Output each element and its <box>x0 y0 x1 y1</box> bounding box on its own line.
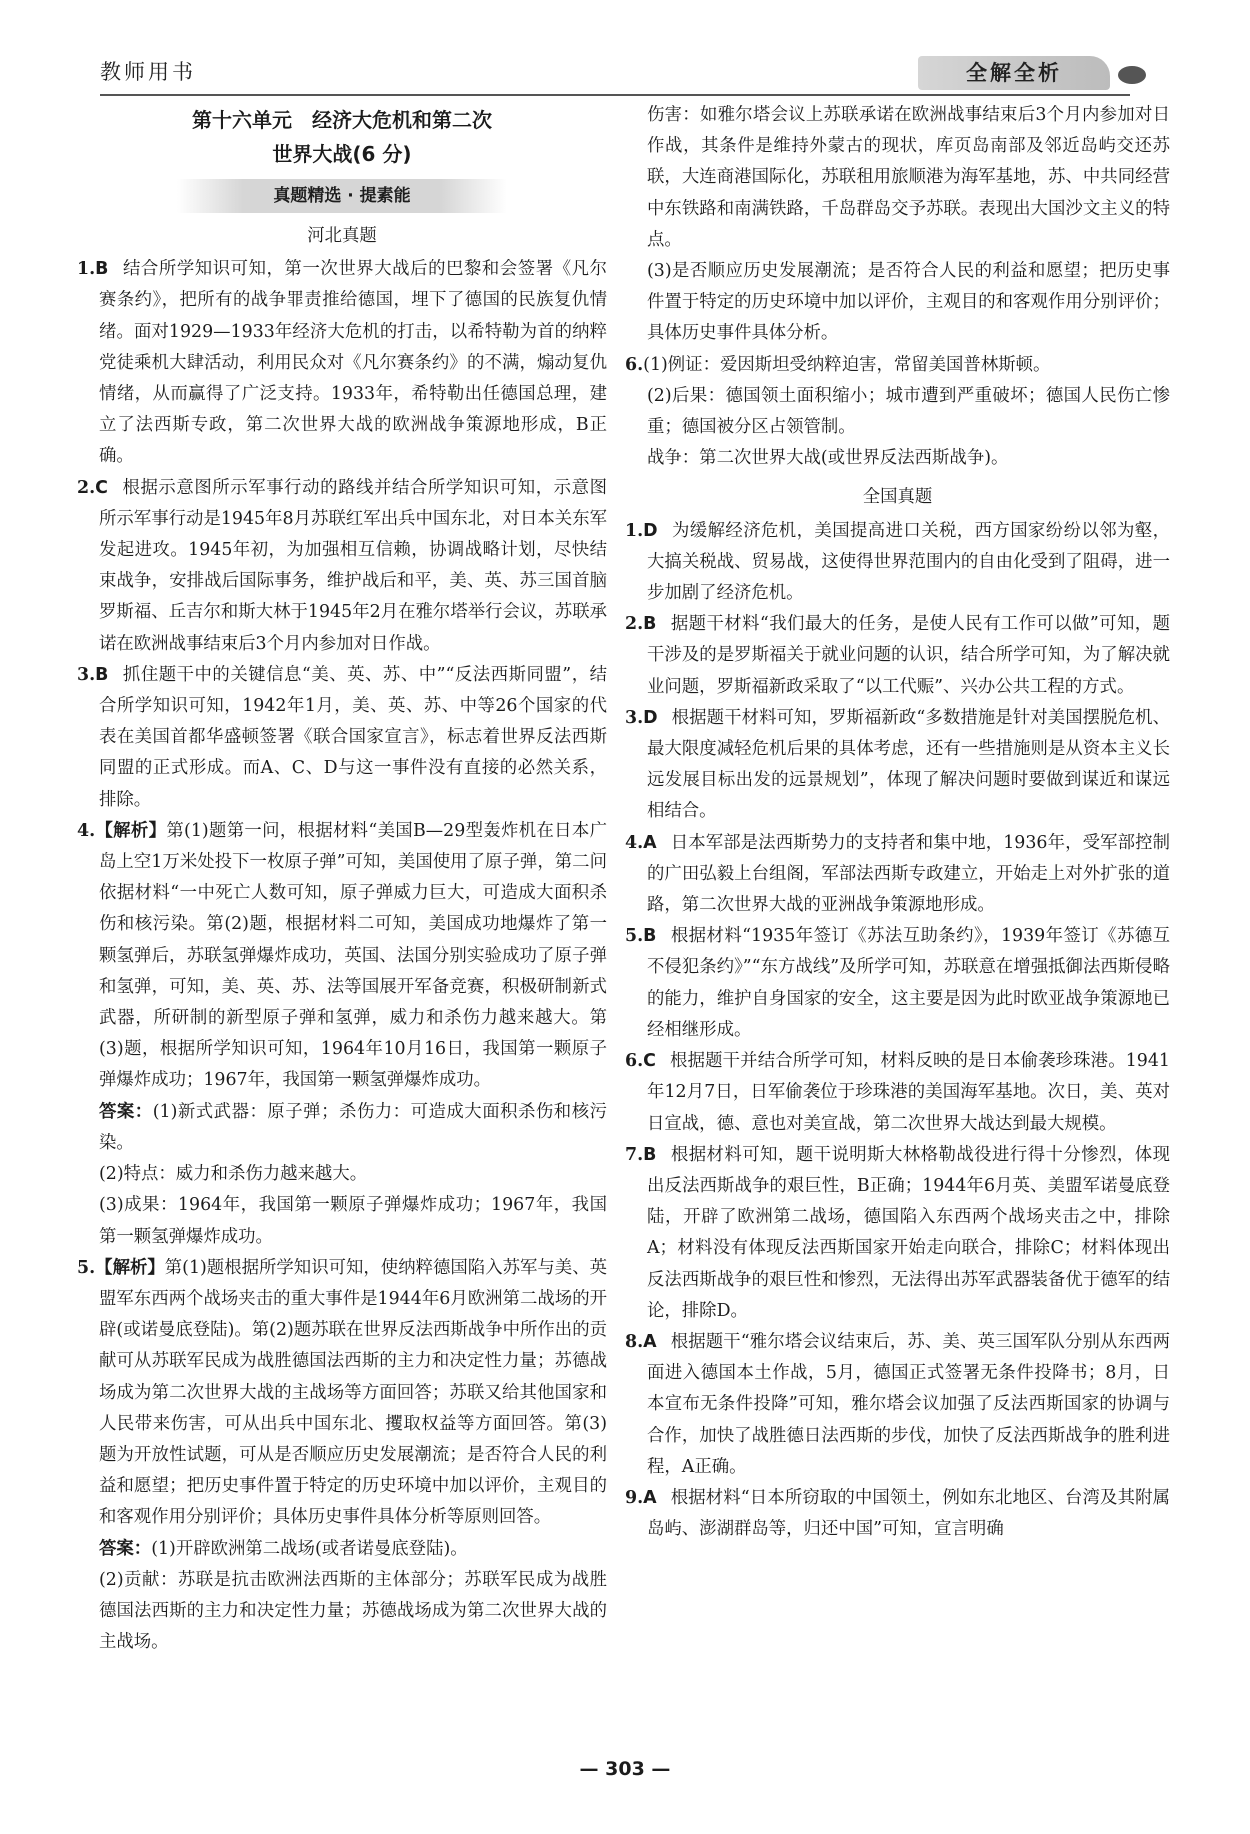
q6-line1: (1)例证：爱因斯坦受纳粹迫害，常留美国普林斯顿。 <box>643 354 1051 375</box>
question-number: 2. <box>625 614 644 635</box>
hebei-q5 <box>77 1253 607 1534</box>
answer-letter: B <box>95 664 109 685</box>
national-q9 <box>625 1483 1170 1545</box>
question-number: 3. <box>77 664 96 685</box>
question-explanation: 根据题干“雅尔塔会议结束后，苏、美、英三国军队分别从东西两面进入德国本土作战，5月，德国正式签署无条件投降书；8月，日本宣布无条件投降”可知，雅尔塔会议加强了反法西斯国家的协调与合作，加快了战胜德日法西斯的步伐，加快了反法西斯战争的胜利进程，A正确。 <box>647 1331 1170 1477</box>
question-number: 1. <box>77 259 96 280</box>
question-explanation: 根据题干材料可知，罗斯福新政“多数措施是针对美国摆脱危机、最大限度减轻危机后果的具体考虑，还有一些措施则是从资本主义长远发展目标出发的远景规划”，体现了解决问题时要做到谋近和谋远相结合。 <box>647 707 1170 822</box>
question-number: 7. <box>625 1144 644 1165</box>
q5-answer-line4: (3)是否顺应历史发展潮流；是否符合人民的利益和愿望；把历史事件置于特定的历史环境中加以评价，主观目的和客观作用分别评价；具体历史事件具体分析。 <box>647 261 1170 344</box>
national-q4 <box>625 828 1170 922</box>
section-band: 真题精选 · 提素能 <box>177 179 507 213</box>
question-explanation: 根据材料“日本所窃取的中国领土，例如东北地区、台湾及其附属岛屿、澎湖群岛等，归还中国”可知，宣言明确 <box>647 1487 1170 1540</box>
question-number: 3. <box>625 707 644 728</box>
q6-line2: (2)后果：德国领土面积缩小；城市遭到严重破坏；德国人民伤亡惨重；德国被分区占领管制。 <box>647 385 1170 438</box>
hebei-q2 <box>77 473 607 660</box>
q6-line3: 战争：第二次世界大战(或世界反法西斯战争)。 <box>647 448 1009 469</box>
hebei-q1 <box>77 254 607 472</box>
q4-answer-line1 <box>77 1097 607 1159</box>
hebei-q6 <box>625 350 1170 381</box>
header-book-label: 教师用书 <box>100 60 196 84</box>
question-number: 4. <box>77 820 96 841</box>
question-number: 8. <box>625 1331 644 1352</box>
question-explanation: 日本军部是法西斯势力的支持者和集中地，1936年，受军部控制的广田弘毅上台组阁，军部法西斯专政建立，开始走上对外扩张的道路，第二次世界大战的亚洲战争策源地形成。 <box>647 832 1170 916</box>
unit-title-line2: 世界大战(6 分) <box>272 142 412 166</box>
answer-letter: B <box>643 926 657 947</box>
question-explanation: 根据材料“1935年签订《苏法互助条约》，1939年签订《苏德互不侵犯条约》”“东方战线”及所学可知，苏联意在增强抵御法西斯侵略的能力，维护自身国家的安全，这主要是因为此时欧亚战争策源地已经相继形成。 <box>647 926 1170 1040</box>
hebei-q3 <box>77 660 607 816</box>
question-explanation: 根据题干并结合所学可知，材料反映的是日本偷袭珍珠港。1941年12月7日，日军偷袭位于珍珠港的美国海军基地。次日，美、英对日宣战，德、意也对美宣战，第二次世界大战达到最大规模。 <box>647 1051 1170 1134</box>
answer-text: (1)开辟欧洲第二战场(或者诺曼底登陆)。 <box>151 1538 468 1559</box>
question-explanation: 第(1)题根据所学知识可知，使纳粹德国陷入苏军与美、英盟军东西两个战场夹击的重大事件是1944年6月欧洲第二战场的开辟(或诺曼底登陆)。第(2)题苏联在世界反法西斯战争中所作出的贡献可从苏联军民成为战胜德国法西斯的主力和决定性力量；苏德战场成为第二次世界大战的主战场等方面回答；苏联又给其他国家和人民带来伤害，可从出兵中国东北、攫取权益等方面回答。第(3)题为开放性试题，可从是否顺应历史发展潮流；是否符合人民的利益和愿望；把历史事件置于特定的历史环境中加以评价，主观目的和客观作用分别评价；具体历史事件具体分析等原则回答。 <box>99 1257 607 1528</box>
question-number: 5. <box>77 1257 96 1278</box>
question-explanation: 为缓解经济危机，美国提高进口关税，西方国家纷纷以邻为壑，大搞关税战、贸易战，这使得世界范围内的自由化受到了阻碍，进一步加剧了经济危机。 <box>647 520 1170 604</box>
page-number: — 303 — <box>579 1758 671 1780</box>
q5-answer-line2: (2)贡献：苏联是抗击欧洲法西斯的主体部分；苏联军民成为战胜德国法西斯的主力和决定性力量；苏德战场成为第二次世界大战的主战场。 <box>99 1569 607 1653</box>
national-q2 <box>625 609 1170 703</box>
answer-letter: B <box>95 259 109 280</box>
unit-title-line1: 第十六单元 经济大危机和第二次 <box>192 108 492 132</box>
question-number: 6. <box>625 1051 644 1072</box>
national-q6 <box>625 1046 1170 1140</box>
q4-answer-line2: (2)特点：威力和杀伤力越来越大。 <box>99 1164 368 1185</box>
q4-answer-line3: (3)成果：1964年，我国第一颗原子弹爆炸成功；1967年，我国第一颗氢弹爆炸成功。 <box>99 1195 607 1247</box>
answer-letter: B <box>643 1144 657 1165</box>
question-explanation: 第(1)题第一问，根据材料“美国B—29型轰炸机在日本广岛上空1万米处投下一枚原子弹”可知，美国使用了原子弹，第二问依据材料“一中死亡人数可知，原子弹威力巨大，可造成大面积杀伤和核污染。第(2)题，根据材料二可知，美国成功地爆炸了第一颗氢弹后，苏联氢弹爆炸成功，英国、法国分别实验成功了原子弹和氢弹，可知，美、英、苏、法等国展开军备竞赛，积极研制新式武器，所研制的新型原子弹和氢弹，威力和杀伤力越来越大。第(3)题，根据所学知识可知，1964年10月16日，我国第一颗原子弹爆炸成功；1967年，我国第一颗氢弹爆炸成功。 <box>99 820 607 1091</box>
answer-letter: D <box>643 520 658 541</box>
national-subtitle: 全国真题 <box>862 487 933 508</box>
question-explanation: 据题干材料“我们最大的任务，是使人民有工作可以做”可知，题干涉及的是罗斯福关于就业问题的认识，结合所学可知，为了解决就业问题，罗斯福新政采取了“以工代赈”、兴办公共工程的方式。 <box>647 614 1170 697</box>
question-number: 5. <box>625 926 644 947</box>
answer-letter: D <box>643 707 658 728</box>
answer-label: 答案： <box>99 1538 152 1559</box>
header-rule <box>100 94 1130 96</box>
national-q3 <box>625 703 1170 828</box>
header-section-tab: 全解全析 <box>918 56 1110 90</box>
analysis-label: 【解析】 <box>95 820 167 841</box>
answer-letter: A <box>643 1487 657 1508</box>
question-number: 4. <box>625 832 644 853</box>
question-explanation: 根据示意图所示军事行动的路线并结合所学知识可知，示意图所示军事行动是1945年8月苏联红军出兵中国东北，对日本关东军发起进攻。1945年初，为加强相互信赖，协调战略计划，尽快结束战争，安排战后国际事务，维护战后和平，美、英、苏三国首脑罗斯福、丘吉尔和斯大林于1945年2月在雅尔塔举行会议，苏联承诺在欧洲战事结束后3个月内参加对日作战。 <box>99 477 607 654</box>
answer-letter: A <box>643 832 657 853</box>
answer-text: (1)新式武器：原子弹；杀伤力：可造成大面积杀伤和核污染。 <box>99 1101 607 1153</box>
question-number: 2. <box>77 477 96 498</box>
right-column <box>625 100 1170 1545</box>
question-explanation: 抓住题干中的关键信息“美、英、苏、中”“反法西斯同盟”，结合所学知识可知，1942年1月，美、英、苏、中等26个国家的代表在美国首都华盛顿签署《联合国家宣言》，标志着世界反法西斯同盟的正式形成。而A、C、D与这一事件没有直接的必然关系，排除。 <box>99 664 607 810</box>
q5-answer-line1 <box>77 1534 607 1565</box>
hebei-subtitle: 河北真题 <box>307 226 377 246</box>
national-q8 <box>625 1327 1170 1483</box>
question-explanation: 根据材料可知，题干说明斯大林格勒战役进行得十分惨烈，体现出反法西斯战争的艰巨性，B正确；1944年6月英、美盟军诺曼底登陆，开辟了欧洲第二战场，德国陷入东西两个战场夹击之中，排除A；材料没有体现反法西斯国家开始走向联合，排除C；材料体现出反法西斯战争的艰巨性和惨烈，无法得出苏军武器装备优于德军的结论，排除D。 <box>647 1144 1170 1321</box>
question-number: 6. <box>625 354 644 375</box>
answer-label: 答案： <box>99 1101 153 1122</box>
national-q7 <box>625 1140 1170 1327</box>
question-number: 9. <box>625 1487 644 1508</box>
question-explanation: 结合所学知识可知，第一次世界大战后的巴黎和会签署《凡尔赛条约》，把所有的战争罪责推给德国，埋下了德国的民族复仇情绪。面对1929—1933年经济大危机的打击，以希特勒为首的纳粹党徒乘机大肆活动，利用民众对《凡尔赛条约》的不满，煽动复仇情绪，从而赢得了广泛支持。1933年，希特勒出任德国总理，建立了法西斯专政，第二次世界大战的欧洲战争策源地形成，B正确。 <box>99 259 607 467</box>
left-column <box>77 100 607 1658</box>
header-logo-icon <box>1118 66 1146 84</box>
answer-letter: A <box>643 1331 657 1352</box>
answer-letter: C <box>95 477 108 498</box>
hebei-q4 <box>77 816 607 1097</box>
q5-answer-line3: 伤害：如雅尔塔会议上苏联承诺在欧洲战事结束后3个月内参加对日作战，其条件是维持外蒙古的现状，库页岛南部及邻近岛屿交还苏联，大连商港国际化，苏联租用旅顺港为海军基地，苏、中共同经营中东铁路和南满铁路，千岛群岛交予苏联。表现出大国沙文主义的特点。 <box>647 105 1170 250</box>
national-q5 <box>625 921 1170 1046</box>
question-number: 1. <box>625 520 644 541</box>
national-q1 <box>625 516 1170 610</box>
answer-letter: C <box>643 1051 656 1072</box>
analysis-label: 【解析】 <box>95 1257 165 1278</box>
answer-letter: B <box>643 614 657 635</box>
